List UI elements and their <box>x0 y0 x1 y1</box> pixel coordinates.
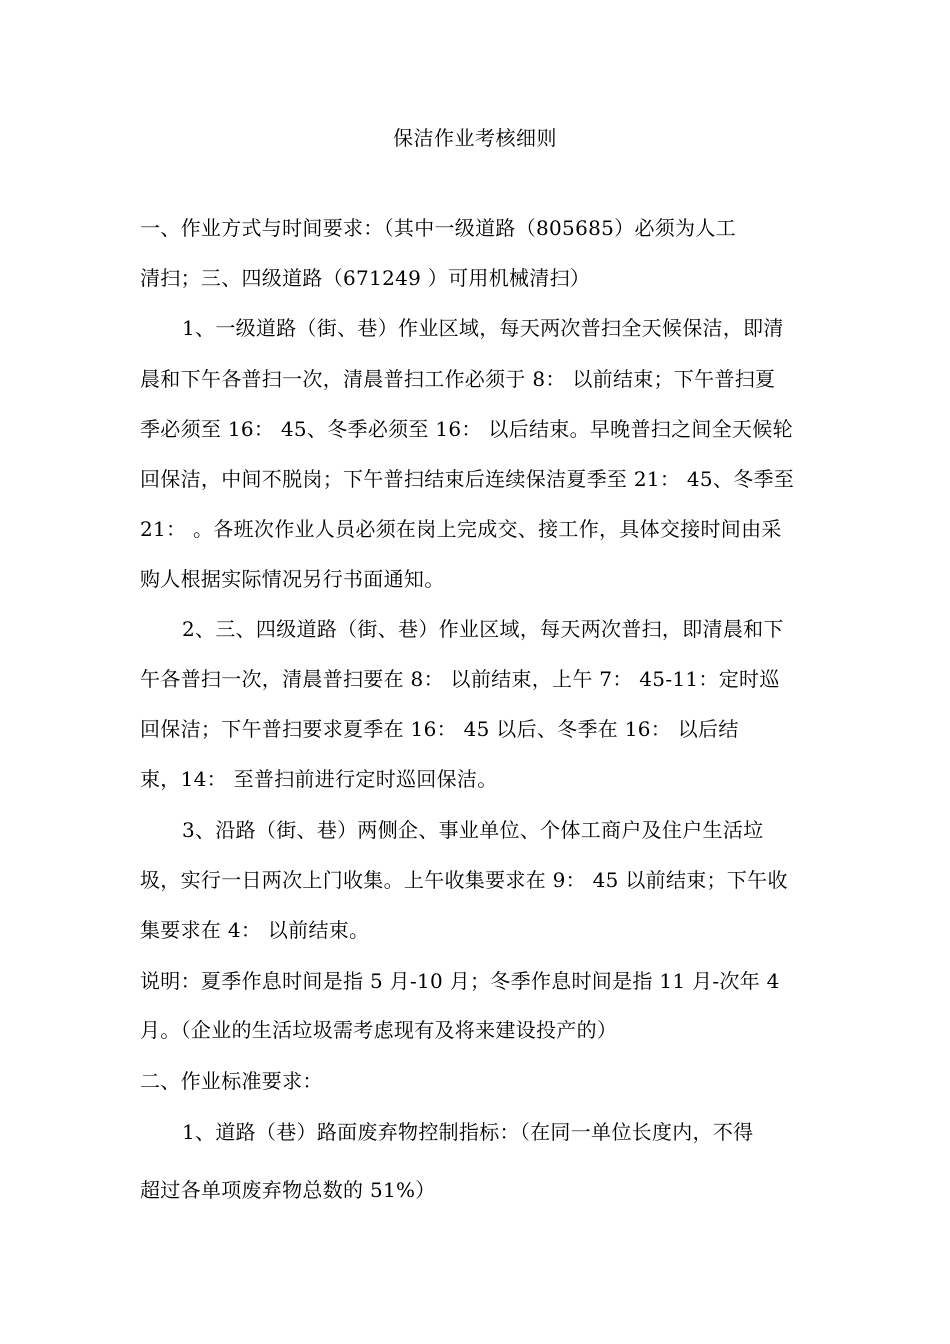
paragraph-2-line-4: 束，14： 至普扫前进行定时巡回保洁。 <box>140 767 498 791</box>
paragraph-1-line-6: 购人根据实际情况另行书面通知。 <box>140 567 445 591</box>
paragraph-3-line-3: 集要求在 4： 以前结束。 <box>140 918 370 942</box>
paragraph-2-line-3: 回保洁；下午普扫要求夏季在 16： 45 以后、冬季在 16： 以后结 <box>140 717 739 741</box>
paragraph-1-line-1: 1、一级道路（街、巷）作业区域，每天两次普扫全天候保洁，即清 <box>182 316 784 340</box>
document-title: 保洁作业考核细则 <box>393 126 557 150</box>
standard-1-line-1: 1、道路（巷）路面废弃物控制指标：（在同一单位长度内，不得 <box>182 1120 754 1144</box>
section-1-heading-cont: 清扫；三、四级道路（671249 ）可用机械清扫） <box>140 266 591 290</box>
standard-1-line-2: 超过各单项废弃物总数的 51%） <box>140 1178 436 1202</box>
note-line-2: 月。（企业的生活垃圾需考虑现有及将来建设投产的） <box>140 1018 618 1042</box>
paragraph-3-line-2: 圾，实行一日两次上门收集。上午收集要求在 9： 45 以前结束；下午收 <box>140 868 788 892</box>
section-1-heading: 一、作业方式与时间要求：（其中一级道路（805685）必须为人工 <box>140 216 736 240</box>
section-2-heading: 二、作业标准要求： <box>140 1069 323 1093</box>
paragraph-2-line-1: 2、三、四级道路（街、巷）作业区域，每天两次普扫，即清晨和下 <box>182 617 784 641</box>
paragraph-2-line-2: 午各普扫一次，清晨普扫要在 8： 以前结束，上午 7： 45-11：定时巡 <box>140 667 780 691</box>
paragraph-1-line-5: 21： 。各班次作业人员必须在岗上完成交、接工作，具体交接时间由采 <box>140 517 782 541</box>
paragraph-1-line-4: 回保洁，中间不脱岗；下午普扫结束后连续保洁夏季至 21： 45、冬季至 <box>140 467 795 491</box>
paragraph-1-line-2: 晨和下午各普扫一次，清晨普扫工作必须于 8： 以前结束；下午普扫夏 <box>140 367 776 391</box>
note-line-1: 说明：夏季作息时间是指 5 月-10 月；冬季作息时间是指 11 月-次年 4 <box>140 969 780 993</box>
paragraph-3-line-1: 3、沿路（街、巷）两侧企、事业单位、个体工商户及住户生活垃 <box>182 818 764 842</box>
paragraph-1-line-3: 季必须至 16： 45、冬季必须至 16： 以后结束。早晚普扫之间全天候轮 <box>140 417 793 441</box>
